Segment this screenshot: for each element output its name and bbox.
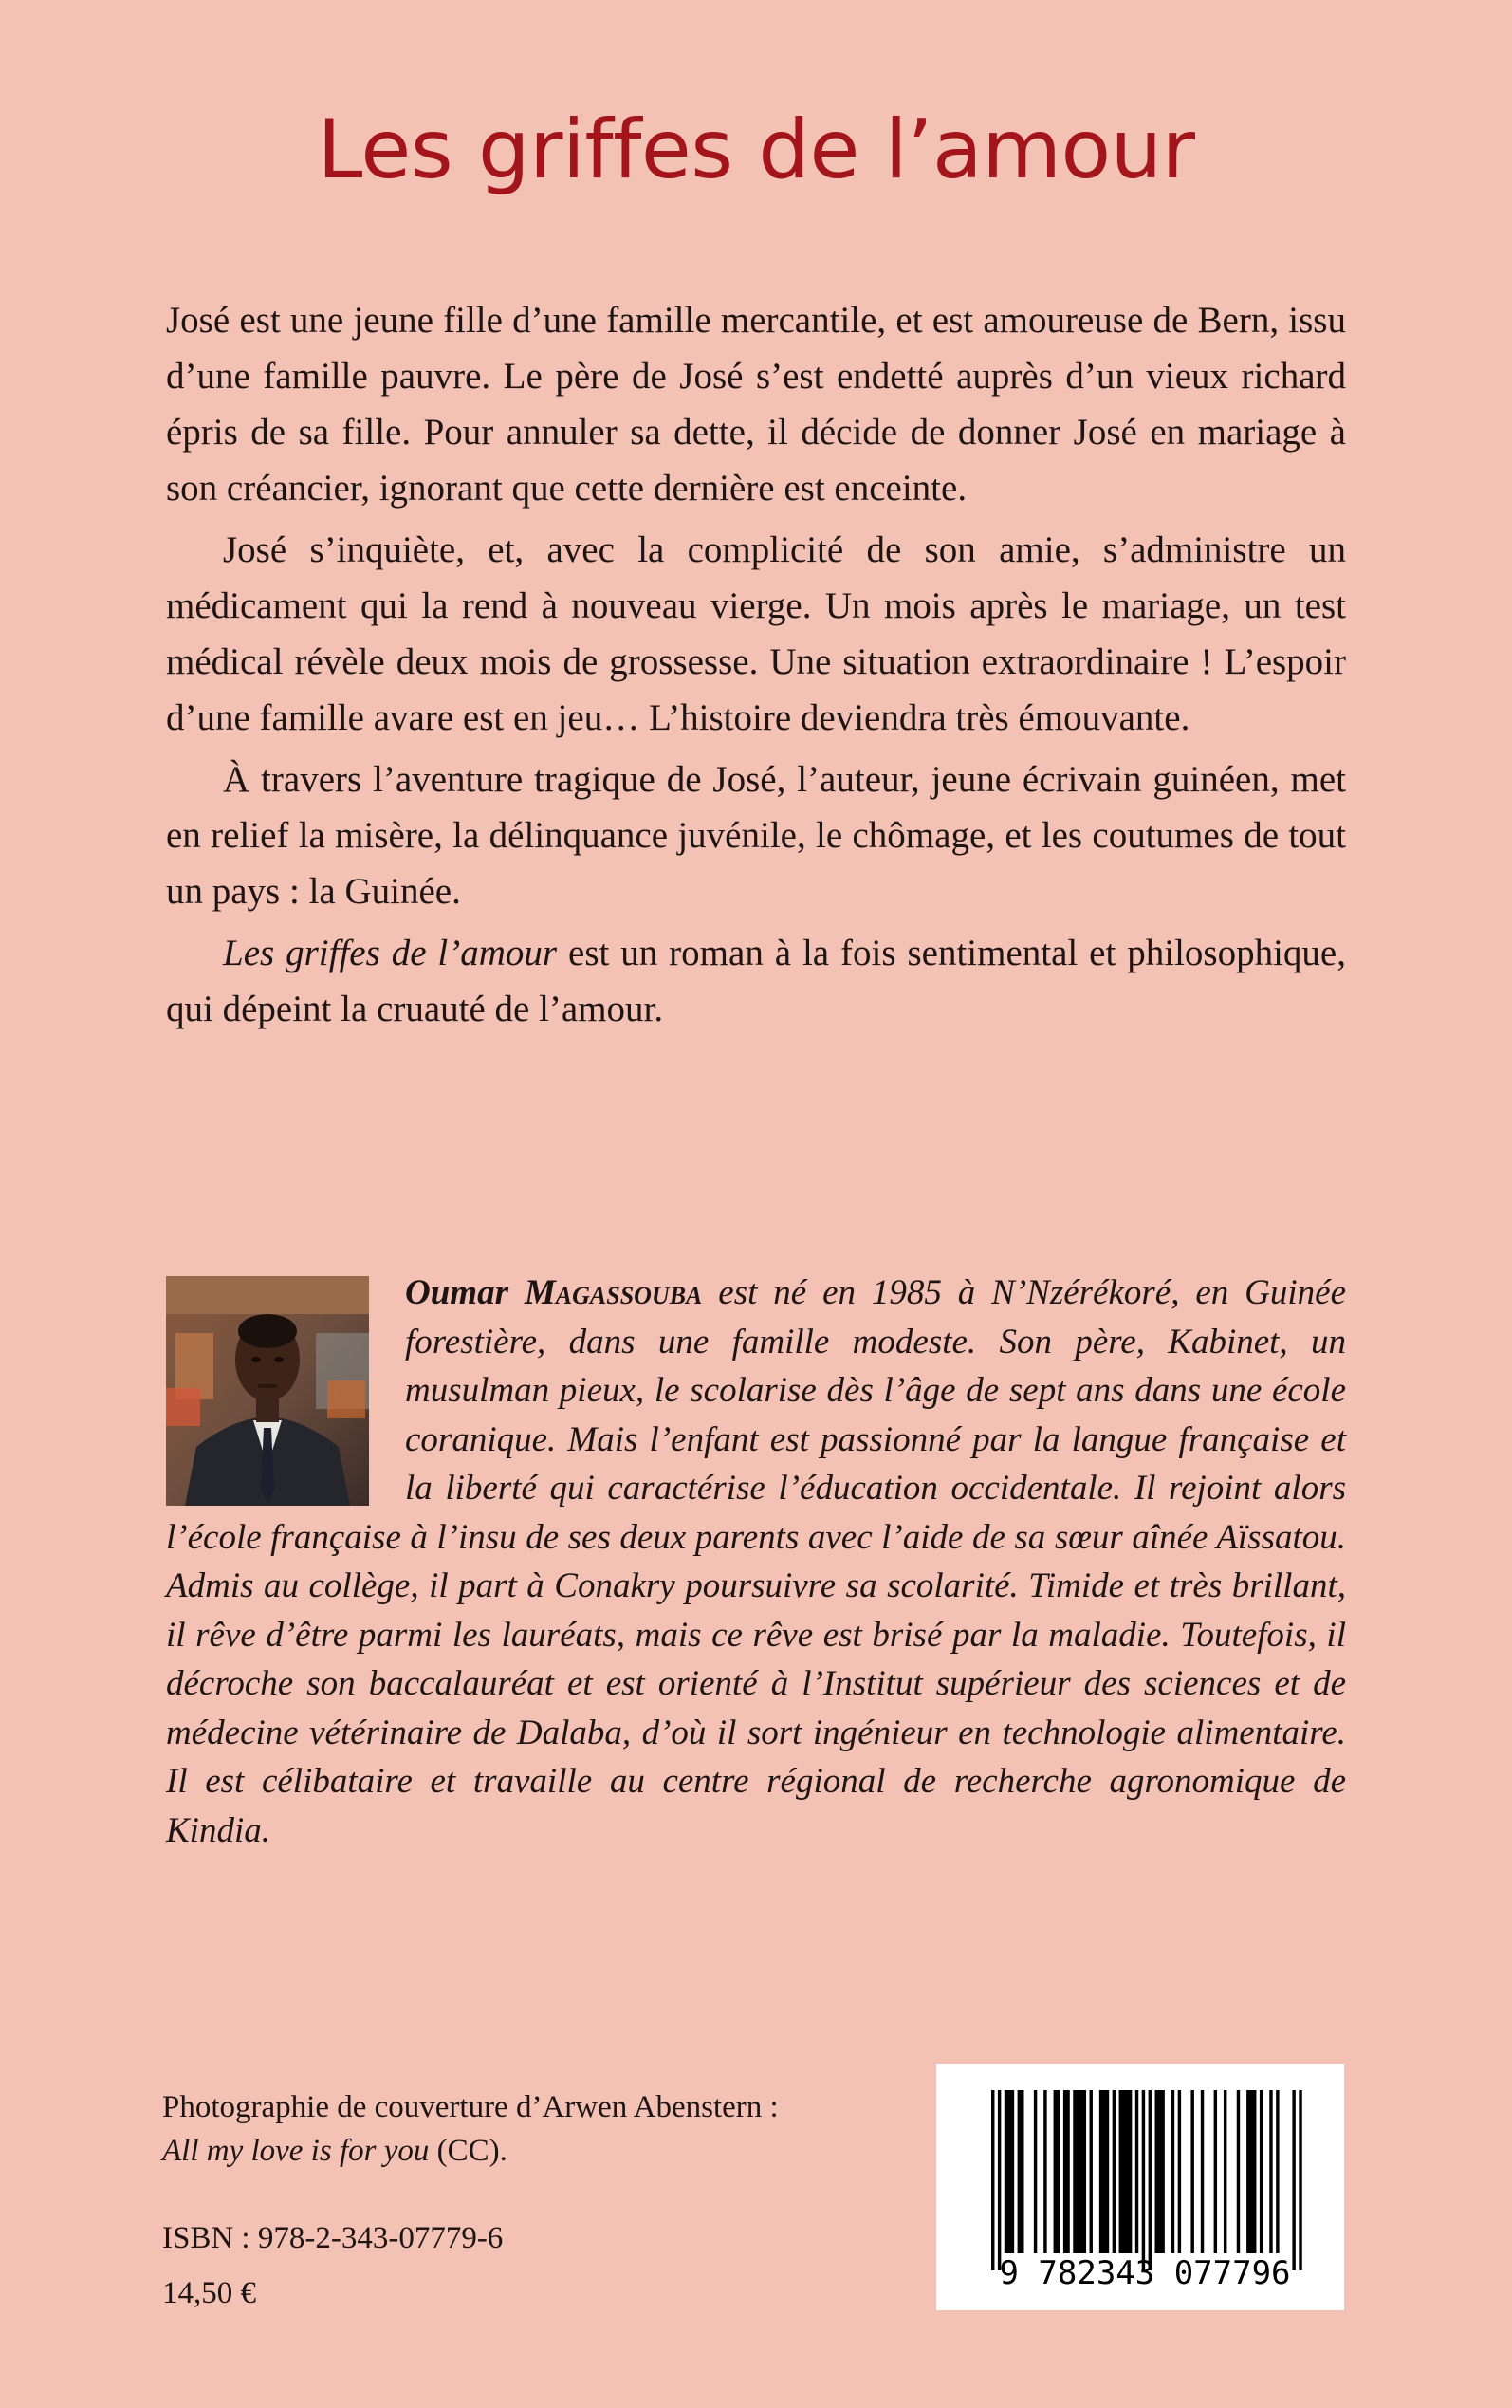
author-portrait-image [166,1276,369,1506]
barcode-bar [1171,2090,1174,2253]
author-first-name: Oumar [405,1273,508,1312]
synopsis-paragraph-2: José s’inquiète, et, avec la complicité de son amie, s’administre un médicament qui la rend à nouveau vierge. Un mois après le mariage, un test médical révèle deux mois de grossesse. Une situation extraordinaire ! L’espoir d’une famille avare est en jeu… L’histoire deviendra très émouvante. [166,529,1346,738]
photo-credits [162,2085,902,2173]
barcode-bar [1269,2090,1272,2253]
price: 14,50 € [162,2276,256,2310]
barcode-bars [991,2090,1302,2270]
author-photo [166,1276,369,1506]
synopsis [166,292,1346,1043]
synopsis-book-title: Les griffes de l’amour [223,933,558,973]
barcode-bar [1149,2090,1152,2270]
barcode-digits: 9 782343 077796 [999,2254,1291,2292]
barcode [936,2064,1344,2310]
barcode-bar [1113,2090,1116,2253]
photo-credit-work-title: All my love is for you [162,2134,430,2168]
book-title: Les griffes de l’amour [317,102,1195,197]
barcode-bar [1155,2090,1165,2253]
barcode-bar [1292,2090,1295,2270]
synopsis-paragraph-3: À travers l’aventure tragique de José, l’auteur, jeune écrivain guinéen, met en relief la misère, la délinquance juvénile, le chômage, et les coutumes de tout un pays : la Guinée. [166,759,1346,912]
synopsis-paragraph-4-text: est un roman à la fois sentimental et philosophique, qui dépeint la cruauté de l’amour. [166,933,1346,1029]
barcode-bar [1018,2090,1024,2253]
photo-credit-line-1: Photographie de couverture d’Arwen Abenstern : [162,2090,779,2124]
barcode-bar [1054,2090,1060,2253]
barcode-bar [1119,2090,1133,2253]
barcode-bar [1034,2090,1037,2253]
photo-credit-line-2 [162,2129,902,2173]
barcode-bar [1178,2090,1181,2253]
author-biography [166,1269,1346,1855]
photo-credit-license: (CC). [429,2134,507,2168]
barcode-bar [1276,2090,1279,2253]
barcode-bar [1099,2090,1109,2253]
barcode-bar [1190,2090,1193,2253]
barcode-bar [1246,2090,1256,2253]
author-surname: Magassouba [524,1273,703,1312]
barcode-bar [1214,2090,1217,2253]
barcode-bar [998,2090,1001,2270]
barcode-bar [1073,2090,1086,2253]
barcode-bar [1005,2090,1014,2253]
barcode-bar [1201,2090,1204,2253]
barcode-bar [1224,2090,1226,2253]
synopsis-paragraph-1: José est une jeune fille d’une famille mercantile, et est amoureuse de Bern, issu d’une famille pauvre. Le père de José s’est endetté auprès d’un vieux richard épris de sa fille. Pour annuler sa dette, il décide de donner José en mariage à son créancier, ignorant que cette dernière est enceinte. [166,300,1346,509]
isbn: ISBN : 978-2-343-07779-6 [162,2221,504,2255]
barcode-bar [1142,2090,1145,2270]
synopsis-paragraph-4 [166,925,1346,1037]
barcode-bar [1237,2090,1240,2253]
barcode-graphic [936,2064,1344,2310]
barcode-bar [1090,2090,1093,2253]
barcode-bar [1299,2090,1301,2270]
barcode-bar [1063,2090,1070,2253]
barcode-bar [1135,2090,1138,2253]
barcode-bar [1043,2090,1046,2253]
barcode-bar [991,2090,994,2270]
barcode-bar [1260,2090,1263,2253]
author-bio-body: est né en 1985 à N’Nzérékoré, en Guinée forestière, dans une famille modeste. Son père, Kabinet, un musulman pieux, le scolarise dès l’âge de sept ans dans une école coranique. Mais l’enfant est passionné par la langue française et la liberté qui caractérise l’éducation occidentale. Il rejoint alors l’école française à l’insu de ses deux parents avec l’aide de sa sœur aînée Aïssatou. Admis au collège, il part à Conakry poursuivre sa scolarité. Timide et très brillant, il rêve d’être parmi les lauréats, mais ce rêve est brisé par la maladie. Toutefois, il décroche son baccalauréat et est orienté à l’Institut supérieur des sciences et de médecine vétérinaire de Dalaba, d’où il sort ingénieur en technologie alimentaire. Il est célibataire et travaille au centre régional de recherche agronomique de Kindia. [166,1273,1347,1850]
